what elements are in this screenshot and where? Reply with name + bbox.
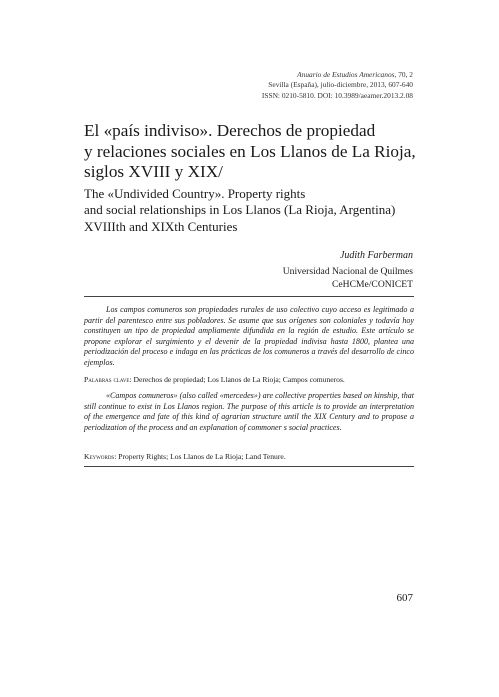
journal-place-date: Sevilla (España), julio-diciembre, 2013, 607-640	[268, 80, 413, 90]
abstract-english: «Campos comuneros» (also called «mercedes») are collective properties based on kinship, that still continue to exist in Los Llanos region. The purpose of this article is to provide an interpretation of the emergence and fate of this kind of agrarian structure until the XIX Century and to propose a periodization of the process and an explanation of commoner s social practices.	[84, 391, 414, 432]
page-number: 607	[396, 592, 413, 604]
title-es-line: El «país indiviso». Derechos de propiedad	[84, 121, 376, 140]
bottom-divider	[84, 466, 414, 467]
keywords-text: Property Rights; Los Llanos de La Rioja; Land Tenure.	[116, 452, 286, 461]
keywords-label: Palabras clave:	[84, 375, 132, 384]
journal-name: Anuario de Estudios Americanos	[297, 70, 395, 79]
keywords-spanish	[84, 375, 414, 385]
top-divider	[84, 296, 414, 297]
title-es-line: siglos XVIII y XIX/	[84, 162, 223, 182]
journal-volume: , 70, 2	[394, 70, 413, 79]
journal-header	[262, 70, 413, 101]
author-affiliation: CeHCMe/CONICET	[331, 278, 413, 290]
keywords-label: Keywords:	[84, 452, 117, 461]
author-block	[283, 250, 413, 291]
keywords-text: Derechos de propiedad; Los Llanos de La Rioja; Campos comuneros.	[131, 375, 345, 384]
title-spanish	[84, 121, 424, 183]
title-english	[84, 186, 424, 235]
title-en-line: The «Undivided Country». Property rights	[84, 186, 306, 201]
abstract-spanish: Los campos comuneros son propiedades rurales de uso colectivo cuyo acceso es legitimado a partir del parentesco entre sus pobladores. Se asume que sus orígenes son coloniales y todavía hoy constituyen un tipo de propiedad ampliamente difundida en la región de estudio. Este artículo se propone explorar el surgimiento y el devenir de la propiedad indivisa hasta 1800, plantea una periodización del proceso e indaga en las prácticas de los comuneros a través del desarrollo de cinco ejemplos.	[84, 305, 414, 367]
title-es-line: y relaciones sociales en Los Llanos de La Rioja,	[84, 141, 416, 161]
author-name: Judith Farberman	[339, 250, 413, 261]
author-affiliation: Universidad Nacional de Quilmes	[282, 266, 413, 278]
journal-issn-doi: ISSN: 0210-5810. DOI: 10.3989/aeamer.2013.2.08	[261, 90, 413, 100]
title-en-line: XVIIIth and XIXth Centuries	[84, 218, 238, 234]
title-en-line: and social relationships in Los Llanos (La Rioja, Argentina)	[84, 202, 396, 218]
keywords-english	[84, 452, 414, 462]
